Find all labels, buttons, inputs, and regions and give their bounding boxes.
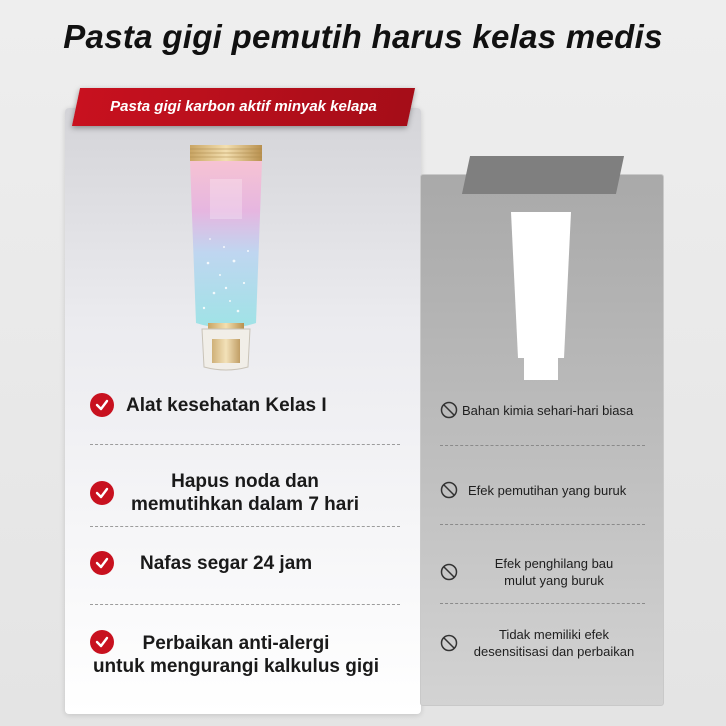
feature-label: Nafas segar 24 jam (140, 552, 313, 574)
prohibited-icon (440, 401, 458, 419)
check-circle-icon (90, 551, 114, 575)
feature-item-1 (90, 393, 327, 417)
feature-label (86, 632, 386, 678)
product-banner-label: Pasta gigi karbon aktif minyak kelapa (110, 98, 377, 115)
competitor-label: Bahan kimia sehari-hari biasa (462, 402, 634, 418)
prohibited-icon (440, 563, 458, 581)
competitor-item-4 (440, 626, 646, 660)
check-circle-icon (90, 630, 114, 654)
feature-line: untuk mengurangi kalkulus gigi (92, 656, 380, 677)
check-circle-icon (90, 481, 114, 505)
blank-tube-image (508, 210, 574, 382)
competitor-item-2 (440, 481, 626, 499)
divider (90, 604, 400, 605)
feature-item-4 (86, 632, 386, 678)
feature-line: Hapus noda dan (171, 471, 319, 492)
feature-label (120, 470, 370, 516)
page-title: Pasta gigi pemutih harus kelas medis (63, 18, 663, 55)
feature-item-3 (90, 551, 312, 575)
divider (440, 524, 645, 525)
divider (440, 603, 645, 604)
feature-label: Alat kesehatan Kelas I (126, 394, 327, 416)
competitor-line: Efek penghilang bau (494, 556, 614, 571)
competitor-label (462, 626, 646, 660)
feature-line: Perbaikan anti-alergi (142, 633, 330, 654)
prohibited-icon (440, 634, 458, 652)
check-circle-icon (90, 393, 114, 417)
competitor-item-3 (440, 555, 644, 589)
competitor-item-1 (440, 401, 633, 419)
divider (90, 526, 400, 527)
competitor-line: desensitisasi dan perbaikan (473, 644, 635, 659)
competitor-line: Tidak memiliki efek (498, 627, 610, 642)
competitor-label: Efek pemutihan yang buruk (468, 482, 627, 498)
feature-line: memutihkan dalam 7 hari (130, 494, 360, 515)
competitor-label (464, 555, 644, 589)
competitor-banner (462, 156, 624, 194)
feature-item-2 (90, 470, 370, 516)
toothpaste-tube-image (186, 143, 266, 373)
divider (440, 445, 645, 446)
prohibited-icon (440, 481, 458, 499)
competitor-line: mulut yang buruk (504, 573, 604, 588)
divider (90, 444, 400, 445)
